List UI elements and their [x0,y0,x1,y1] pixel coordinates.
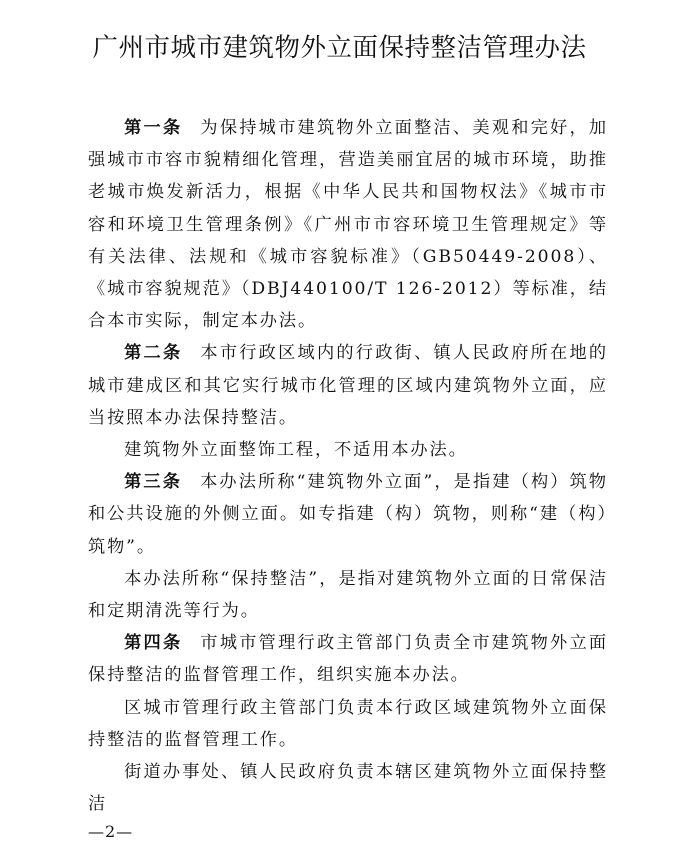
article-4-paragraph-2 [88,692,608,756]
paragraph-text: 建筑物外立面整饰工程，不适用本办法。 [124,440,468,461]
article-3 [88,466,608,563]
article-text: 本办法所称“建筑物外立面”，是指建（构）筑物和公共设施的外侧立面。如专指建（构）筑物，则称“建（构）筑物”。 [88,472,608,557]
article-4 [88,627,608,691]
document-body [88,112,608,820]
article-3-paragraph-2 [88,563,608,627]
article-text: 市城市管理行政主管部门负责全市建筑物外立面保持整洁的监督管理工作，组织实施本办法。 [88,633,608,686]
article-1 [88,112,608,337]
article-heading: 第二条 [124,343,183,364]
article-2 [88,337,608,434]
document-title: 广州市城市建筑物外立面保持整洁管理办法 [92,33,587,63]
page-number: —2— [88,822,134,841]
paragraph-text: 街道办事处、镇人民政府负责本辖区建筑物外立面保持整洁 [88,762,608,815]
article-4-paragraph-3 [88,756,608,820]
article-text: 为保持城市建筑物外立面整洁、美观和完好，加强城市市容市貌精细化管理，营造美丽宜居的城市环境，助推老城市焕发新活力，根据《中华人民共和国物权法》《城市市容和环境卫生管理条例》《广州市市容环境卫生管理规定》等有关法律、法规和《城市容貌标准》（GB50449-2008）、《城市容貌规范》（DBJ440100/T 126-2012）等标准，结合本市实际，制定本办法。 [88,118,608,332]
article-2-paragraph-2 [88,434,608,466]
article-heading: 第一条 [124,118,183,138]
paragraph-text: 区城市管理行政主管部门负责本行政区域建筑物外立面保持整洁的监督管理工作。 [88,697,608,750]
article-heading: 第四条 [124,633,183,654]
paragraph-text: 本办法所称“保持整洁”，是指对建筑物外立面的日常保洁和定期清洗等行为。 [88,568,608,622]
article-text: 本市行政区域内的行政街、镇人民政府所在地的城市建成区和其它实行城市化管理的区域内建筑物外立面，应当按照本办法保持整洁。 [88,343,608,428]
article-heading: 第三条 [124,472,183,493]
